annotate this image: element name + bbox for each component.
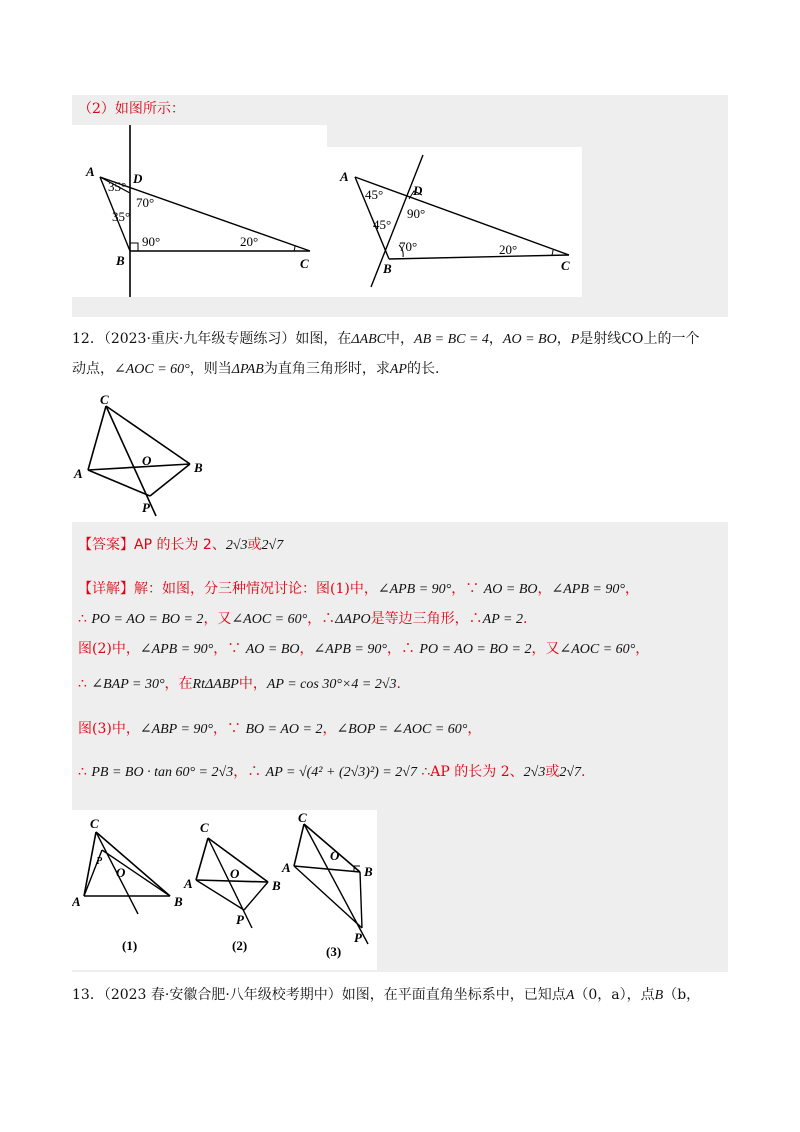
detail-line-4 <box>78 674 401 695</box>
detail-l3-m2: AO = BO <box>245 642 300 657</box>
detail-l3-m5: ∠AOC = 60° <box>559 642 636 657</box>
q12-text-1d: 是射线CO上的一个 <box>579 331 700 347</box>
answer-tag: 【答案】 <box>78 537 134 553</box>
fig1-angle-35-top: 35° <box>108 179 127 194</box>
sol-fig3-label-C: C <box>298 810 307 825</box>
detail-l3-s0: 图(2)中， <box>78 641 140 657</box>
fig2-angle-20: 20° <box>499 242 518 257</box>
detail-l2-m1: PO = AO = BO = 2 <box>91 612 204 627</box>
sol-fig2-label-O: O <box>230 866 240 881</box>
detail-l1-s2: ， <box>537 581 552 597</box>
q13-point-b: B <box>654 988 664 1003</box>
answer-value-1: 2√3 <box>225 538 248 553</box>
fig1-angle-20: 20° <box>240 234 259 249</box>
detail-line-3 <box>78 639 649 660</box>
triangle-figure-1 <box>72 125 327 297</box>
fig2-label-D: D <box>413 183 423 198</box>
q12-ap: AP <box>389 362 407 377</box>
detail-l4-s0: ∴ <box>78 676 92 692</box>
sol-fig3-label-A: A <box>282 860 291 875</box>
detail-l6-s3: 或 <box>545 764 560 780</box>
fig2-label-B: B <box>383 261 392 276</box>
q12-figure-svg <box>72 392 222 520</box>
q13-text: （2023 春·安徽合肥·八年级校考期中）如图，在平面直角坐标系中，已知点 <box>103 987 566 1003</box>
q12-line-2 <box>72 359 439 380</box>
fig2-label-A: A <box>340 169 349 184</box>
triangle-figure-2-svg <box>327 147 582 297</box>
q12-triangle-pab: ΔPAB <box>231 362 264 377</box>
detail-l1-s1: ，∵ <box>451 581 484 597</box>
fig1-label-C: C <box>300 256 309 271</box>
detail-l2-m2: ∠AOC = 60° <box>231 612 308 627</box>
q12-fig-label-C: C <box>100 392 109 407</box>
detail-l5-s0: 图(3)中， <box>78 721 140 737</box>
q12-fig-label-O: O <box>142 453 152 468</box>
detail-l5-s3: ， <box>467 721 482 737</box>
detail-l2-s4: . <box>522 611 528 627</box>
q12-comma: ， <box>488 331 503 347</box>
detail-l1-m2: AO = BO <box>483 582 538 597</box>
detail-l3-s3: ，∴ <box>386 641 420 657</box>
detail-l2-s3: 是等边三角形，∴ <box>370 611 483 627</box>
q12-figure <box>72 392 222 520</box>
detail-l2-s1: ，又 <box>203 611 232 627</box>
q12-text-2a: 动点， <box>72 361 114 377</box>
answer-value-2: 2√7 <box>261 538 284 553</box>
detail-line-1 <box>78 579 639 600</box>
q12-eq-ao-bo: AO = BO <box>502 332 557 347</box>
sol-fig3-label-B: B <box>364 864 373 879</box>
q12-text-1a: 如图，在 <box>295 331 352 347</box>
detail-l3-s5: ， <box>635 641 650 657</box>
q12-source: （2023·重庆·九年级专题练习） <box>103 331 296 347</box>
sol-fig3-caption: (3) <box>326 944 342 959</box>
detail-line-2 <box>78 609 527 630</box>
q12-text-1c: ， <box>556 331 571 347</box>
fig2-angle-90: 90° <box>407 206 426 221</box>
answer-line <box>78 535 283 556</box>
sol-fig1-label-C: C <box>90 816 99 831</box>
detail-l4-m2: RtΔABP <box>192 677 239 692</box>
detail-l1-m3: ∠APB = 90° <box>551 582 625 597</box>
sol-fig2-caption: (2) <box>232 938 248 953</box>
q12-fig-label-A: A <box>74 466 83 481</box>
detail-l6-m3: 2√3 <box>523 765 546 780</box>
answer-text: AP 的长为 2、 <box>134 537 226 553</box>
detail-l3-m4: PO = AO = BO = 2 <box>419 642 532 657</box>
fig1-angle-35-lower: 35° <box>112 209 131 224</box>
sol-fig1-label-A: A <box>72 894 81 909</box>
answer-or: 或 <box>247 537 262 553</box>
detail-l1-text: 解：如图，分三种情况讨论：图(1)中， <box>134 581 378 597</box>
detail-l2-m3: ΔAPO <box>335 612 371 627</box>
detail-l6-s4: . <box>581 764 586 780</box>
detail-l2-s0: ∴ <box>78 611 92 627</box>
q12-text-2c: 为直角三角形时，求 <box>263 361 390 377</box>
detail-line-6 <box>78 762 585 783</box>
sol-fig1-label-O: O <box>116 865 126 880</box>
fig2-angle-45-top: 45° <box>365 187 384 202</box>
detail-l3-m3: ∠APB = 90° <box>313 642 387 657</box>
q12-eq-ab-bc: AB = BC = 4 <box>414 332 489 347</box>
detail-l5-m3: ∠BOP = ∠AOC = 60° <box>336 722 468 737</box>
solution-figures-svg <box>72 810 377 970</box>
detail-l4-s3: . <box>396 676 401 692</box>
solution-figures <box>72 810 377 970</box>
q13-point-a-coords: （0，a） <box>574 987 627 1003</box>
triangle-figure-1-svg <box>72 125 327 297</box>
q13-number: 13． <box>72 987 104 1003</box>
detail-l6-s1: ，∴ <box>233 764 266 780</box>
detail-l4-m1: ∠BAP = 30° <box>91 677 165 692</box>
detail-l2-m4: AP = 2 <box>482 612 523 627</box>
fig2-angle-70: 70° <box>399 239 418 254</box>
triangle-figure-2 <box>327 147 582 297</box>
detail-l6-s0: ∴ <box>78 764 92 780</box>
sol-fig3-label-P: P <box>354 930 362 945</box>
q13-line-1 <box>72 985 700 1006</box>
detail-l4-s1: ，在 <box>164 676 193 692</box>
fig1-label-D: D <box>133 171 143 186</box>
q13-point-a: A <box>565 988 575 1003</box>
q12-eq-aoc: ∠AOC = 60° <box>114 362 190 377</box>
sol-fig1-label-P: P <box>96 856 103 867</box>
fig2-angle-45-lower: 45° <box>373 217 392 232</box>
sol-fig2-label-C: C <box>200 820 209 835</box>
detail-l1-m1: ∠APB = 90° <box>377 582 452 597</box>
q12-triangle: ΔABC <box>351 332 387 347</box>
detail-l6-s2: ∴AP 的长为 2、 <box>416 764 524 780</box>
part2-label: （2）如图所示： <box>78 101 185 117</box>
q12-text-2b: ，则当 <box>189 361 232 377</box>
detail-l4-s2: 中， <box>238 676 267 692</box>
q12-text-1b: 中， <box>386 331 415 347</box>
sol-fig2-label-A: A <box>184 876 193 891</box>
q12-text-2d: 的长. <box>406 361 440 377</box>
detail-l5-m1: ∠ABP = 90° <box>139 722 214 737</box>
fig1-angle-70: 70° <box>136 195 155 210</box>
q12-number: 12． <box>72 331 104 347</box>
sol-fig2-label-B: B <box>272 878 281 893</box>
q12-point-p: P <box>570 332 580 347</box>
detail-l3-s2: ， <box>299 641 314 657</box>
detail-l2-s2: ，∴ <box>307 611 336 627</box>
q12-line-1 <box>72 329 699 350</box>
sol-fig1-caption: (1) <box>122 938 138 953</box>
detail-l1-s3: ， <box>624 581 639 597</box>
fig1-label-A: A <box>86 164 95 179</box>
fig2-label-C: C <box>561 258 570 273</box>
detail-tag: 【详解】 <box>78 581 134 597</box>
q13-mid: ，点 <box>626 987 655 1003</box>
sol-fig3-label-O: O <box>330 848 340 863</box>
detail-l3-m1: ∠APB = 90° <box>139 642 214 657</box>
detail-line-5 <box>78 719 481 740</box>
detail-l6-m1: PB = BO · tan 60° = 2√3 <box>91 765 234 780</box>
detail-l3-s1: ，∵ <box>213 641 246 657</box>
detail-l3-s4: ，又 <box>531 641 560 657</box>
fig1-label-B: B <box>116 253 125 268</box>
q12-fig-label-P: P <box>142 500 150 515</box>
detail-l6-m2: AP = √(4² + (2√3)²) = 2√7 <box>265 765 417 780</box>
sol-fig1-label-B: B <box>174 894 183 909</box>
detail-l4-m3: AP = cos 30°×4 = 2√3 <box>266 677 397 692</box>
fig1-angle-90: 90° <box>142 234 161 249</box>
detail-l5-s2: ， <box>322 721 337 737</box>
q13-point-b-coords: （b， <box>663 987 701 1003</box>
detail-l5-m2: BO = AO = 2 <box>245 722 323 737</box>
sol-fig2-label-P: P <box>236 912 244 927</box>
detail-l6-m4: 2√7 <box>559 765 582 780</box>
detail-l5-s1: ，∵ <box>213 721 246 737</box>
q12-fig-label-B: B <box>194 460 203 475</box>
